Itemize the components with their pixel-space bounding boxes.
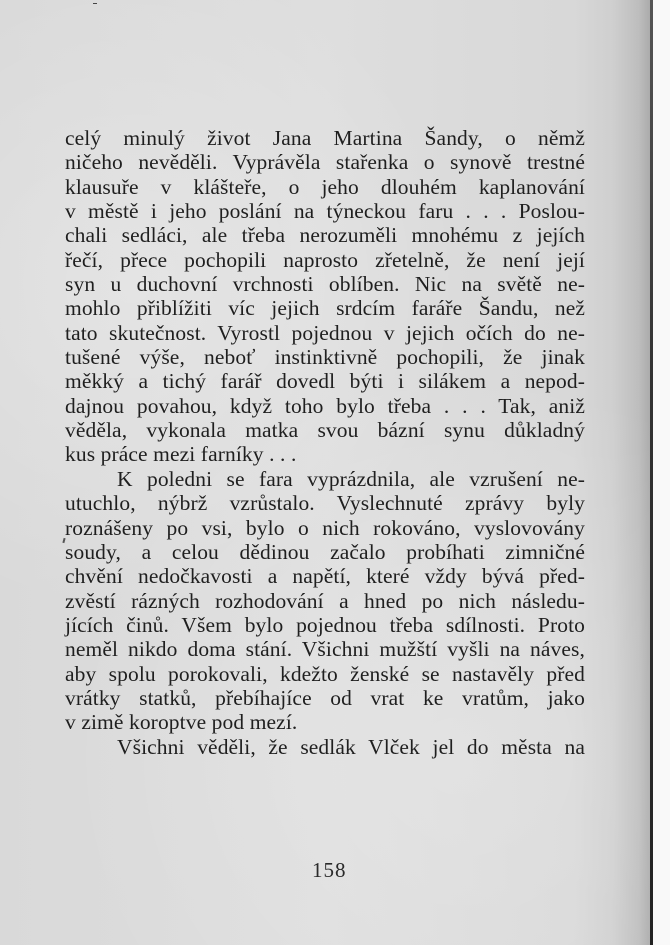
text-line: věděla, vykonala matka svou bázní synu důkladný [65,418,585,443]
text-line: chvění nedočkavosti a napětí, které vždy bývá před- [65,564,585,589]
page-number: 158 [312,858,347,882]
text-line: klausuře v klášteře, o jeho dlouhém kaplanování [65,174,585,199]
text-line: tušené výše, neboť instinktivně pochopili, že jinak [65,345,585,370]
text-line: mohlo přiblížiti víc jejich srdcím faráře Šandu, než [65,296,585,321]
text-line: chali sedláci, ale třeba nerozuměli mnohému z jejích [65,223,585,248]
text-line: neměl nikdo doma stání. Všichni mužští vyšli na náves, [65,637,585,662]
text-line: dajnou povahou, když toho bylo třeba . . . Tak, aniž [65,393,585,418]
text-line: tato skutečnost. Vyrostl pojednou v jejich očích do ne- [65,320,585,345]
text-line: soudy, a celou dědinou začalo probíhati zimničné [65,539,585,564]
text-line: syn u duchovní vrchnosti oblíben. Nic na světě ne- [65,272,585,297]
text-line: vrátky statků, přebíhajíce od vrat ke vratům, jako [65,685,585,710]
text-line: zvěstí rázných rozhodování a hned po nich následu- [65,588,585,613]
text-line: celý minulý život Jana Martina Šandy, o němž [65,126,585,150]
paragraph-start-line: K poledni se fara vyprázdnila, ale vzrušení ne- [117,466,585,491]
text-line: roznášeny po vsi, bylo o nich rokováno, vyslovovány [65,515,585,540]
text-line: jících činů. Všem bylo pojednou třeba sdílnosti. Proto [65,612,585,637]
scan-background-strip [653,0,670,945]
text-line: aby spolu porokovali, kdežto ženské se nastavěly před [65,661,585,686]
paragraph-end-line: kus práce mezi farníky . . . [65,442,297,467]
paragraph-end-line: v zimě koroptve pod mezí. [65,710,298,735]
text-line: ničeho nevěděli. Vyprávěla stařenka o synově trestné [65,150,585,175]
body-text [65,126,585,759]
scan-speck [93,3,97,4]
text-line: měkký a tichý farář dovedl býti i silákem a nepod- [65,369,585,394]
text-line: utuchlo, nýbrž vzrůstalo. Vyslechnuté zprávy byly [65,491,585,516]
paragraph-start-line: Všichni věděli, že sedlák Vlček jel do města na [117,734,585,759]
text-line: řečí, přece pochopili naprosto zřetelně, že není její [65,247,585,272]
text-line: v městě i jeho poslání na týneckou faru . . . Poslou- [65,199,585,224]
